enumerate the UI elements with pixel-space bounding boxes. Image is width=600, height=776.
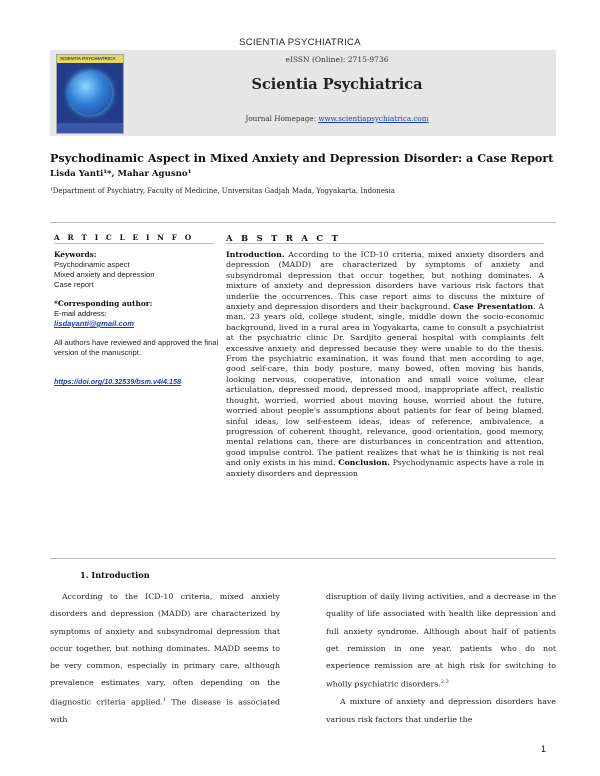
homepage-link[interactable]: www.scientiapsychiatrica.com xyxy=(318,114,429,123)
intro-label: Introduction. xyxy=(226,250,285,259)
email-link[interactable]: lisdayanti@gmail.com xyxy=(54,319,134,328)
body-right-column xyxy=(326,588,556,728)
corresponding-heading: *Corresponding author: xyxy=(54,299,153,308)
globe-icon xyxy=(68,71,112,115)
page-number: 1 xyxy=(541,744,547,754)
article-affiliation: ¹Department of Psychiatry, Faculty of Medicine, Universitas Gadjah Mada, Yogyakarta, Indonesia xyxy=(50,187,395,195)
body-left-column xyxy=(50,588,280,728)
journal-title: Scientia Psychiatrica xyxy=(251,76,423,93)
conclusion-label: Conclusion. xyxy=(338,458,390,468)
keyword: Psychodinamic aspect xyxy=(54,260,130,269)
cover-brand: SCIENTIA PSYCHIATRICA xyxy=(60,56,116,61)
article-title: Psychodinamic Aspect in Mixed Anxiety and Depression Disorder: a Case Report xyxy=(50,151,554,165)
left-paragraph-tail: The disease is associated with xyxy=(50,697,280,724)
article-authors: Lisda Yanti¹*, Mahar Agusno¹ xyxy=(50,169,192,179)
doi-link[interactable]: https://doi.org/10.32539/bsm.v4i4.158 xyxy=(54,377,182,386)
journal-cover-image xyxy=(56,54,124,134)
conclusion-text: Psychodynamic aspects have a role in anxiety disorders and depression xyxy=(226,458,545,478)
approval-note: All authors have reviewed and approved the final version of the manuscript. xyxy=(54,338,219,357)
abstract-heading: A B S T R A C T xyxy=(226,233,341,243)
case-text: . A man, 23 years old, college student, single, middle down the socio-economic background, lived in a rural area in Yogyakarta, came to consult a psychiatrist at the psychiatric clinic Dr. Sardjito general hospital with complaints felt excessive anxiety and depressed because they were unable to do the thesis. From the psychiatric examination, it was found that men according to age, good self-care, thin body posture, many bowed, often moving his hands, looking nervous, cooperative, intonation and small voice volume, clear articulation, depressed mood, depressed mood, inappropriate affect, realistic thought, worried, worried about moving house, worried about the future, worried about people's assumptions about patients for fear of being blamed, sinful ideas, low self-esteem ideas, ideas of reference, ambivalence, a progression of coherent thought, relevance, good orientation, good memory, mental relations can, there are disturbances in concentration and attention, good impulse control. The patient realizes that what he is thinking is not real and only exists in his mind. xyxy=(226,302,544,468)
divider xyxy=(54,243,214,244)
running-journal-name: SCIENTIA PSYCHIATRICA xyxy=(239,37,361,48)
article-info-heading: A R T I C L E I N F O xyxy=(54,233,194,242)
keywords-heading: Keywords: xyxy=(54,250,97,259)
divider xyxy=(50,558,556,559)
abstract-text xyxy=(226,250,544,479)
journal-homepage xyxy=(122,114,552,123)
email-label: E-mail address: xyxy=(54,309,107,318)
citation: 2,3 xyxy=(440,679,449,686)
citation: 1 xyxy=(162,696,167,703)
section-heading: 1. Introduction xyxy=(80,570,150,580)
intro-text: According to the ICD-10 criteria, mixed anxiety disorders and depression (MADD) are characterized by symptoms of anxiety and subsyndromal depression that occur together, but nothing dominates. A mixture of anxiety and depression disorders have various risk factors that underlie the occurrences. This case report aims to discuss the mixture of anxiety and depression disorders and their background. xyxy=(226,250,544,312)
keyword: Mixed anxiety and depression xyxy=(54,270,155,279)
divider xyxy=(226,243,544,244)
keyword: Case report xyxy=(54,280,94,289)
eissn: eISSN (Online): 2715-9736 xyxy=(285,55,389,64)
right-paragraph-2: A mixture of anxiety and depression disorders have various risk factors that underlie the xyxy=(326,697,556,724)
right-paragraph: disruption of daily living activities, and a decrease in the quality of life associated with health like depression and full anxiety syndrome. Although about half of patients get remission in one year, patients who do not experience remission are at high risk for switching to wholly psychiatric disorders. xyxy=(326,592,556,690)
homepage-label: Journal Homepage: xyxy=(245,114,319,123)
left-paragraph: According to the ICD-10 criteria, mixed anxiety disorders and depression (MADD) are characterized by symptoms of anxiety and subsyndromal depression that occur together, but nothing dominates. MADD seems to be very common, especially in primary care, although prevalence estimates vary, often depending on the diagnostic criteria applied. xyxy=(50,592,280,707)
divider xyxy=(50,222,556,223)
case-label: Case Presentation xyxy=(453,302,534,312)
